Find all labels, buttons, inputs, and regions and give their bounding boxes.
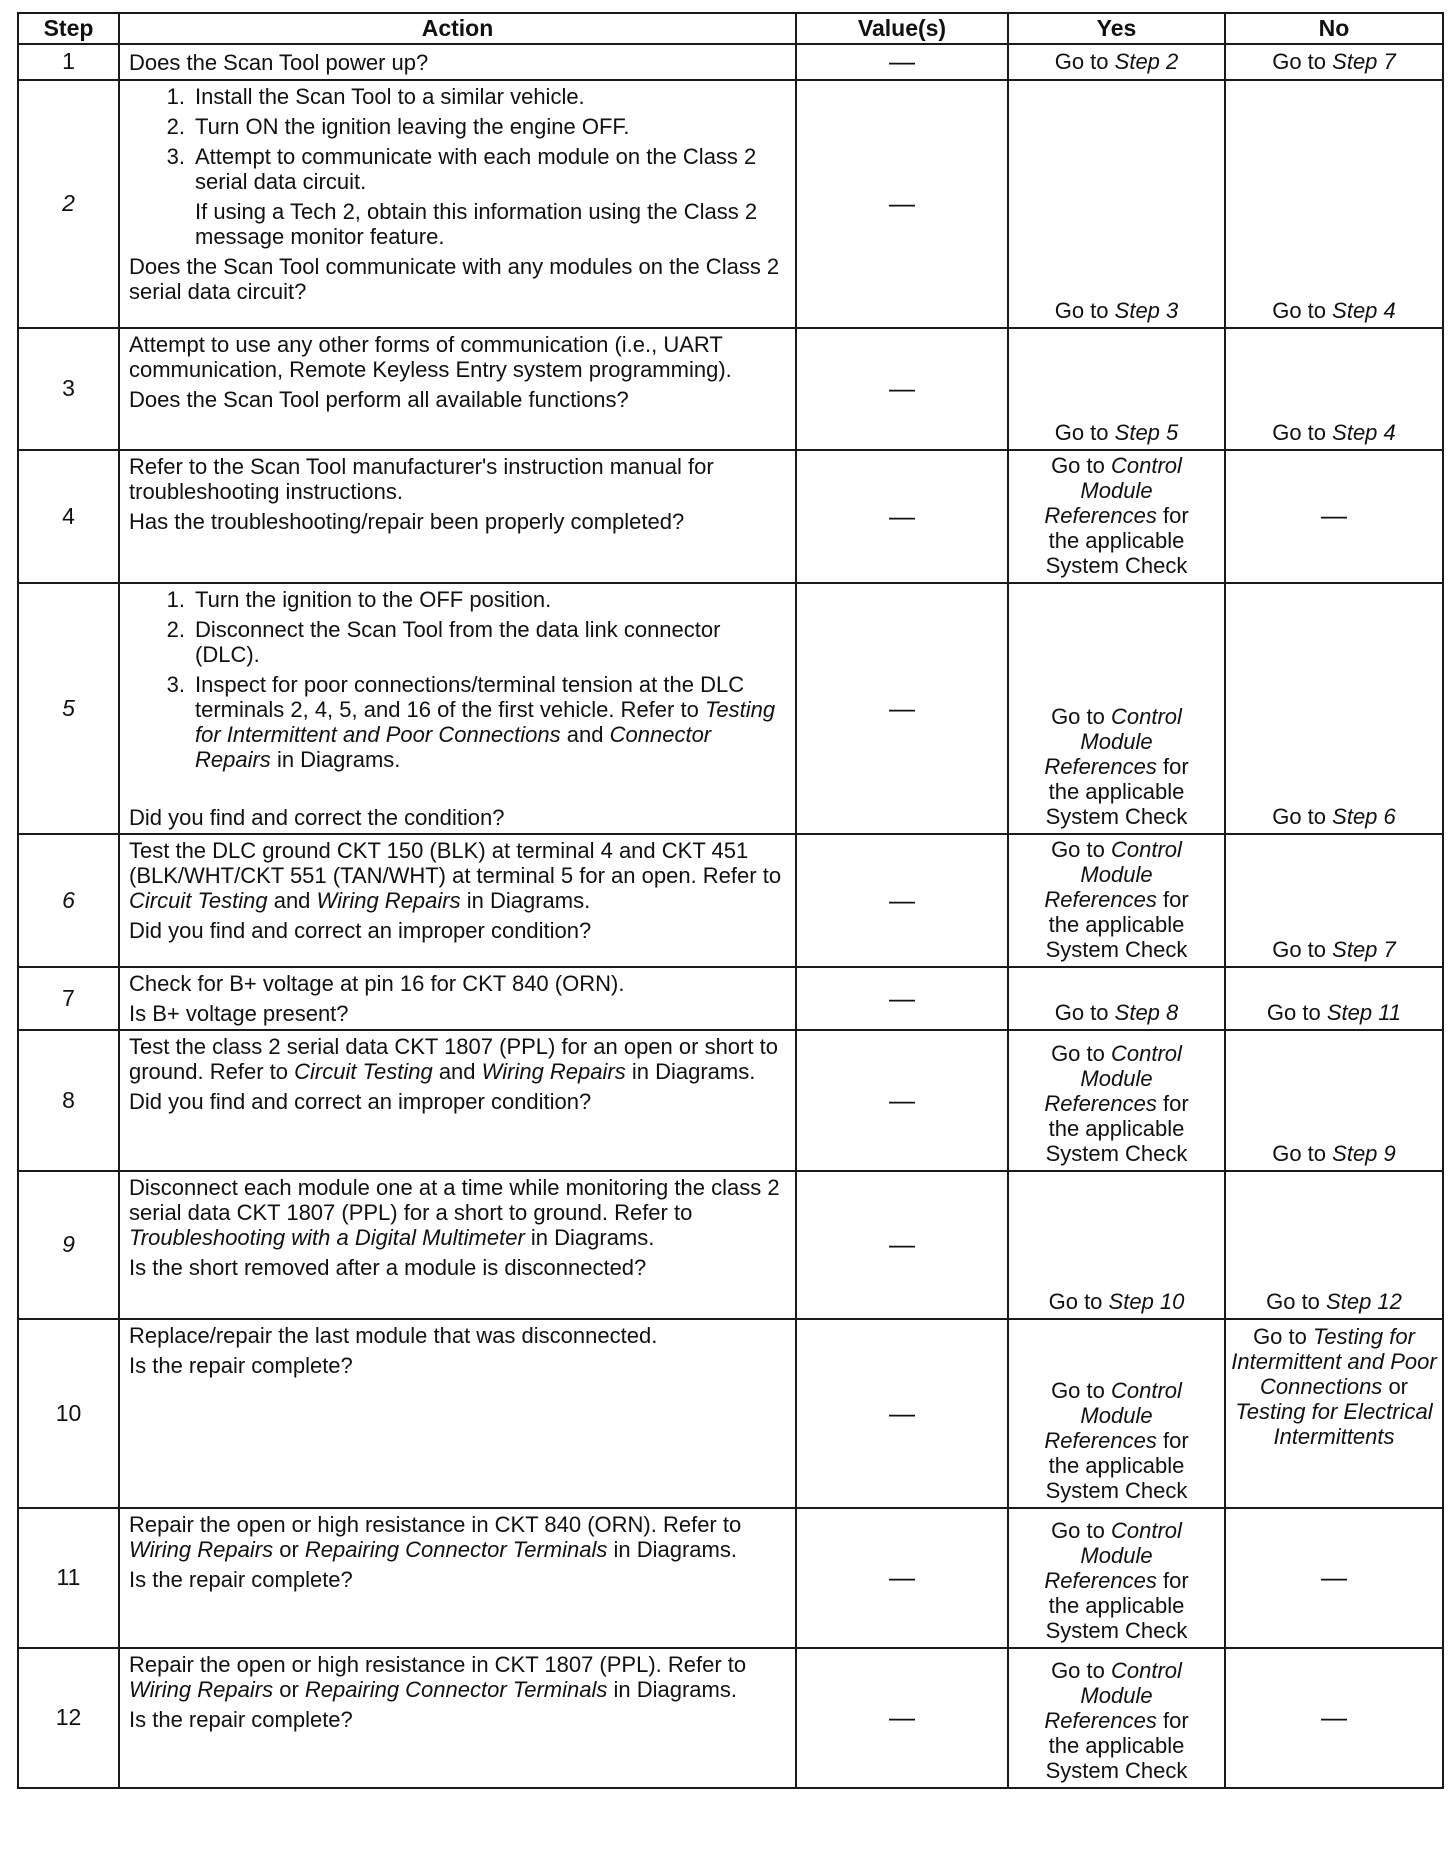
step-number: 12 — [18, 1648, 119, 1788]
action-question: Did you find and correct an improper condition? — [129, 918, 592, 943]
action-question: Did you find and correct an improper condition? — [129, 1089, 592, 1114]
action-text: Check for B+ voltage at pin 16 for CKT 840 (ORN). — [129, 971, 625, 996]
action-cell — [119, 80, 796, 328]
step-number: 8 — [18, 1030, 119, 1171]
go-to-text: Go to — [1253, 1324, 1307, 1349]
value-cell: — — [796, 1319, 1008, 1508]
action-question: Is the repair complete? — [129, 1353, 353, 1378]
action-text: Test the class 2 serial data CKT 1807 (PPL) for an open or short to ground. Refer to Circuit Testing and Wiring Repairs in Diagrams. — [129, 1034, 778, 1084]
doc-reference: Wiring Repairs — [316, 888, 461, 913]
table-row — [18, 1171, 1443, 1319]
control-module-ref: Go to Control Module References for the applicable System Check — [1044, 704, 1189, 829]
go-to-text: Go to — [1054, 298, 1109, 323]
doc-reference: Wiring Repairs — [129, 1677, 274, 1702]
table-row — [18, 80, 1443, 328]
doc-reference: Testing for Intermittent and Poor Connections — [195, 697, 776, 747]
no-step-ref: Step 11 — [1326, 1000, 1402, 1025]
action-cell — [119, 44, 796, 80]
step-number: 9 — [18, 1171, 119, 1319]
step-number: 3 — [18, 328, 119, 450]
table-row — [18, 328, 1443, 450]
action-cell — [119, 328, 796, 450]
doc-reference: Circuit Testing — [294, 1059, 433, 1084]
action-text: Repair the open or high resistance in CKT 1807 (PPL). Refer to Wiring Repairs or Repairing Connector Terminals in Diagrams. — [129, 1652, 747, 1702]
no-cell: — — [1225, 1508, 1443, 1648]
go-to-text: Go to — [1051, 1658, 1105, 1683]
action-question: Does the Scan Tool power up? — [129, 49, 429, 75]
no-step-ref: Step 12 — [1326, 1289, 1402, 1314]
step-number: 6 — [18, 834, 119, 967]
action-question: Has the troubleshooting/repair been properly completed? — [129, 509, 685, 534]
no-cell — [1225, 834, 1443, 967]
go-to-text: Go to — [1048, 1289, 1103, 1314]
action-text: Refer to the Scan Tool manufacturer's instruction manual for troubleshooting instructions. — [129, 454, 714, 504]
yes-step-ref: Step 3 — [1114, 298, 1179, 323]
go-to-text: Go to — [1054, 1000, 1109, 1025]
go-to-text: Go to — [1272, 298, 1327, 323]
go-to-text: Go to — [1051, 1041, 1105, 1066]
doc-reference: Troubleshooting with a Digital Multimeter — [129, 1225, 525, 1250]
value-cell: — — [796, 967, 1008, 1030]
action-question: Did you find and correct the condition? — [129, 805, 505, 830]
yes-cell — [1008, 834, 1225, 967]
action-text: Test the DLC ground CKT 150 (BLK) at terminal 4 and CKT 451 (BLK/WHT/CKT 551 (TAN/WHT) at terminal 5 for an open. Refer to Circuit Testing and Wiring Repairs in Diagrams. — [129, 838, 782, 913]
action-text: Disconnect each module one at a time while monitoring the class 2 serial data CKT 1807 (PPL) for a short to ground. Refer to Troubleshooting with a Digital Multimeter in Diagrams. — [129, 1175, 780, 1250]
list-item: 3. Inspect for poor connections/terminal tension at the DLC terminals 2, 4, 5, and 16 of the first vehicle. Refer to Testing for Intermittent and Poor Connections and Connector Repairs in Diagrams. — [166, 672, 776, 772]
table-row — [18, 967, 1443, 1030]
control-module-ref: Go to Control Module References for the applicable System Check — [1044, 1658, 1189, 1783]
doc-reference: Testing for Intermittent and Poor Connections — [1231, 1324, 1437, 1399]
yes-cell — [1008, 1319, 1225, 1508]
step-number: 7 — [18, 967, 119, 1030]
table-row — [18, 1648, 1443, 1788]
yes-cell — [1008, 450, 1225, 583]
table-row — [18, 1319, 1443, 1508]
yes-cell — [1008, 1648, 1225, 1788]
action-steps-list — [129, 587, 786, 772]
go-to-text: Go to — [1272, 937, 1327, 962]
action-question: Is B+ voltage present? — [129, 1001, 349, 1026]
no-cell — [1225, 1171, 1443, 1319]
action-cell — [119, 1319, 796, 1508]
go-to-text: Go to — [1051, 837, 1105, 862]
action-question: Does the Scan Tool perform all available functions? — [129, 387, 629, 412]
go-to-text: Go to — [1272, 420, 1327, 445]
yes-step-ref: Step 5 — [1114, 420, 1179, 445]
list-item: 3. Attempt to communicate with each module on the Class 2 serial data circuit. — [166, 144, 757, 194]
action-cell — [119, 1030, 796, 1171]
value-cell: — — [796, 1030, 1008, 1171]
action-question: Is the short removed after a module is disconnected? — [129, 1255, 647, 1280]
control-module-ref: Go to Control Module References for the applicable System Check — [1044, 453, 1189, 578]
yes-cell — [1008, 583, 1225, 834]
no-cell — [1225, 44, 1443, 80]
action-text: Attempt to use any other forms of communication (i.e., UART communication, Remote Keyless Entry system programming). — [129, 332, 732, 382]
yes-cell — [1008, 44, 1225, 80]
yes-step-ref: Step 8 — [1114, 1000, 1179, 1025]
value-cell: — — [796, 80, 1008, 328]
no-step-ref: Step 7 — [1332, 937, 1396, 962]
value-cell: — — [796, 583, 1008, 834]
go-to-text: Go to — [1051, 1518, 1105, 1543]
header-values: Value(s) — [796, 13, 1008, 44]
action-steps-list — [129, 84, 786, 194]
doc-reference: Wiring Repairs — [129, 1537, 274, 1562]
go-to-text: Go to — [1272, 804, 1327, 829]
value-cell: — — [796, 1648, 1008, 1788]
action-cell — [119, 1508, 796, 1648]
no-cell — [1225, 967, 1443, 1030]
control-module-ref: Go to Control Module References for the applicable System Check — [1044, 1041, 1189, 1166]
list-item: 1. Turn the ignition to the OFF position. — [166, 587, 552, 612]
table-row — [18, 583, 1443, 834]
header-step: Step — [18, 13, 119, 44]
no-cell — [1225, 583, 1443, 834]
table-row — [18, 834, 1443, 967]
value-cell: — — [796, 1508, 1008, 1648]
table-row — [18, 44, 1443, 80]
action-question: Does the Scan Tool communicate with any modules on the Class 2 serial data circuit? — [129, 254, 780, 304]
header-no: No — [1225, 13, 1443, 44]
no-step-ref: Step 9 — [1332, 1141, 1396, 1166]
yes-step-ref: Step 2 — [1114, 48, 1179, 74]
action-cell — [119, 834, 796, 967]
no-cell — [1225, 328, 1443, 450]
table-row — [18, 450, 1443, 583]
yes-cell — [1008, 1508, 1225, 1648]
step-number: 10 — [18, 1319, 119, 1508]
diagnostic-table — [17, 12, 1444, 1789]
no-cell: Go to Testing for Intermittent and Poor Connections or Testing for Electrical Intermittents — [1225, 1319, 1443, 1508]
no-step-ref: Step 6 — [1332, 804, 1396, 829]
go-to-text: Go to — [1272, 1141, 1327, 1166]
value-cell: — — [796, 328, 1008, 450]
no-cell — [1225, 80, 1443, 328]
go-to-text: Go to — [1051, 1378, 1105, 1403]
list-item: 2. Turn ON the ignition leaving the engine OFF. — [166, 114, 630, 139]
go-to-text: Go to — [1054, 420, 1109, 445]
action-note: If using a Tech 2, obtain this information using the Class 2 message monitor feature. — [195, 199, 758, 249]
no-cell: — — [1225, 1648, 1443, 1788]
yes-cell — [1008, 1171, 1225, 1319]
table-row — [18, 1030, 1443, 1171]
action-cell — [119, 967, 796, 1030]
doc-reference: Repairing Connector Terminals — [304, 1537, 608, 1562]
doc-reference: Wiring Repairs — [481, 1059, 626, 1084]
control-module-ref: Go to Control Module References for the applicable System Check — [1044, 1378, 1189, 1503]
action-cell — [119, 1648, 796, 1788]
step-number: 4 — [18, 450, 119, 583]
go-to-text: Go to — [1272, 48, 1327, 74]
value-cell: — — [796, 1171, 1008, 1319]
list-item: 1. Install the Scan Tool to a similar vehicle. — [166, 84, 585, 109]
action-cell — [119, 450, 796, 583]
yes-cell — [1008, 967, 1225, 1030]
action-cell — [119, 1171, 796, 1319]
action-text: Repair the open or high resistance in CKT 840 (ORN). Refer to Wiring Repairs or Repairing Connector Terminals in Diagrams. — [129, 1512, 742, 1562]
yes-cell — [1008, 328, 1225, 450]
no-step-ref: Step 4 — [1332, 420, 1396, 445]
doc-reference: Connector Repairs — [195, 722, 712, 772]
header-action: Action — [119, 13, 796, 44]
go-to-text: Go to — [1054, 48, 1109, 74]
no-step-ref: Step 4 — [1332, 298, 1396, 323]
table-row — [18, 1508, 1443, 1648]
step-number: 11 — [18, 1508, 119, 1648]
yes-step-ref: Step 10 — [1108, 1289, 1185, 1314]
doc-reference: Circuit Testing — [129, 888, 268, 913]
step-number: 1 — [18, 44, 119, 80]
doc-reference: Testing for Electrical Intermittents — [1235, 1399, 1433, 1449]
header-yes: Yes — [1008, 13, 1225, 44]
value-cell: — — [796, 44, 1008, 80]
step-number: 5 — [18, 583, 119, 834]
no-cell: — — [1225, 450, 1443, 583]
go-to-text: Go to — [1266, 1289, 1320, 1314]
go-to-text: Go to — [1051, 453, 1105, 478]
table-header-row — [18, 13, 1443, 44]
yes-cell — [1008, 80, 1225, 328]
no-step-ref: Step 7 — [1332, 48, 1396, 74]
value-cell: — — [796, 450, 1008, 583]
action-question: Is the repair complete? — [129, 1707, 353, 1732]
action-cell — [119, 583, 796, 834]
action-question: Is the repair complete? — [129, 1567, 353, 1592]
value-cell: — — [796, 834, 1008, 967]
doc-reference: Repairing Connector Terminals — [304, 1677, 608, 1702]
go-to-text: Go to — [1266, 1000, 1321, 1025]
go-to-text: Go to — [1051, 704, 1105, 729]
control-module-ref: Go to Control Module References for the applicable System Check — [1044, 837, 1189, 962]
yes-cell — [1008, 1030, 1225, 1171]
no-cell — [1225, 1030, 1443, 1171]
action-text: Replace/repair the last module that was disconnected. — [129, 1323, 658, 1348]
step-number: 2 — [18, 80, 119, 328]
list-item: 2. Disconnect the Scan Tool from the data link connector (DLC). — [166, 617, 721, 667]
control-module-ref: Go to Control Module References for the applicable System Check — [1044, 1518, 1189, 1643]
